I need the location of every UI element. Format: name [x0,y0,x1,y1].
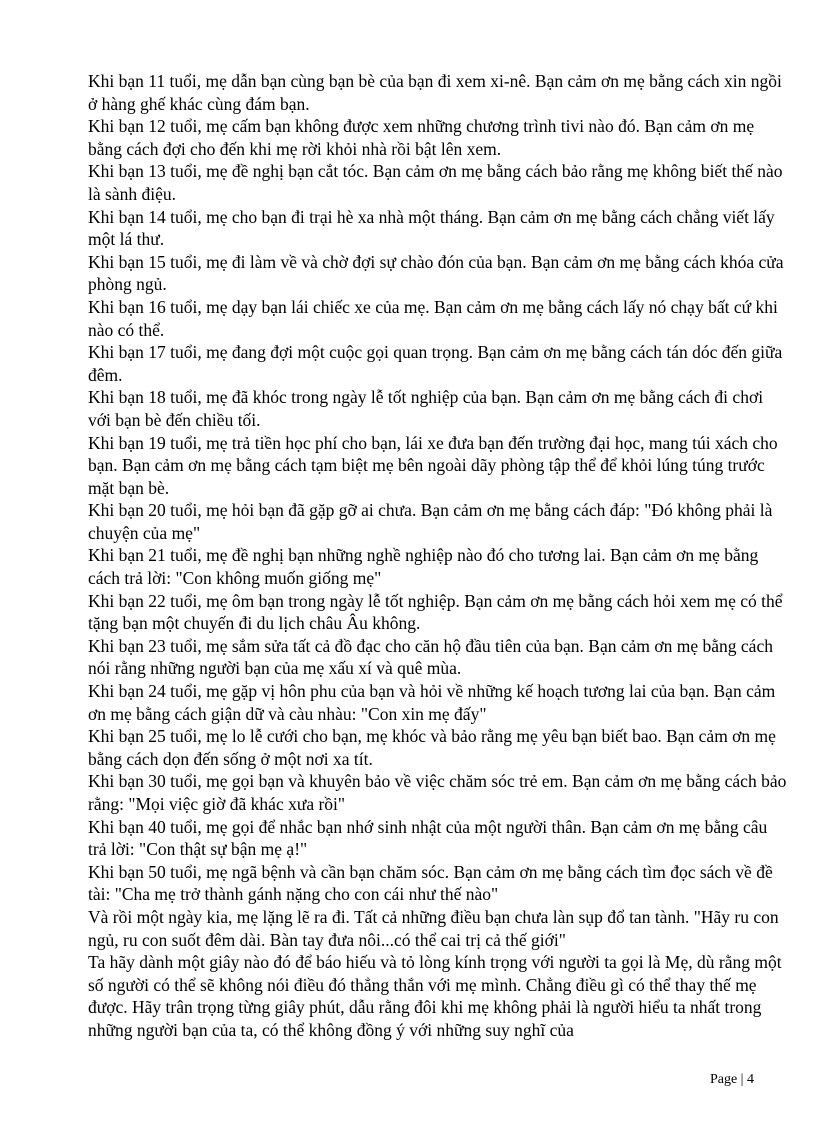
paragraph-age-25: Khi bạn 25 tuổi, mẹ lo lễ cưới cho bạn, mẹ khóc và bảo rằng mẹ yêu bạn biết bao. Bạn cảm ơn mẹ bằng cách dọn đến sống ở một nơi xa tít. [88,726,776,769]
paragraph-age-13: Khi bạn 13 tuổi, mẹ đề nghị bạn cắt tóc. Bạn cảm ơn mẹ bằng cách bảo rằng mẹ không biết thế nào là sành điệu. [88,161,783,204]
paragraph-age-21: Khi bạn 21 tuổi, mẹ đề nghị bạn những nghề nghiệp nào đó cho tương lai. Bạn cảm ơn mẹ bằng cách trả lời: "Con không muốn giống mẹ" [88,545,759,589]
paragraph-age-24: Khi bạn 24 tuổi, mẹ gặp vị hôn phu của bạn và hỏi về những kế hoạch tương lai của bạn. Bạn cảm ơn mẹ bằng cách giận dữ và càu nhàu: "Con xin mẹ đấy" [88,681,776,724]
paragraph-age-40: Khi bạn 40 tuổi, mẹ gọi để nhắc bạn nhớ sinh nhật của một người thân. Bạn cảm ơn mẹ bằng câu trả lời: "Con thật sự bận mẹ ạ!" [88,816,768,860]
body-text [88,70,788,1042]
paragraph-age-19: Khi bạn 19 tuổi, mẹ trả tiền học phí cho bạn, lái xe đưa bạn đến trường đại học, mang túi xách cho bạn. Bạn cảm ơn mẹ bằng cách tạm biệt mẹ bên ngoài dãy phòng tập thể để khỏi lúng túng trước mặt bạn bè. [88,432,778,498]
paragraph-passing: Và rồi một ngày kia, mẹ lặng lẽ ra đi. Tất cả những điều bạn chưa làn sụp đổ tan tành. "Hãy ru con ngủ, ru con suốt đêm dài. Bàn tay đưa nôi...có thể cai trị cả thế giới" [88,906,779,950]
paragraph-age-22: Khi bạn 22 tuổi, mẹ ôm bạn trong ngày lễ tốt nghiệp. Bạn cảm ơn mẹ bằng cách hỏi xem mẹ có thể tặng bạn một chuyến đi du lịch châu Âu không. [88,590,783,634]
paragraph-age-15: Khi bạn 15 tuổi, mẹ đi làm về và chờ đợi sự chào đón của bạn. Bạn cảm ơn mẹ bằng cách khóa cửa phòng ngủ. [88,251,784,295]
paragraph-age-30: Khi bạn 30 tuổi, mẹ gọi bạn và khuyên bảo về việc chăm sóc trẻ em. Bạn cảm ơn mẹ bằng cách bảo rằng: "Mọi việc giờ đã khác xưa rồi" [88,771,787,814]
paragraph-age-12: Khi bạn 12 tuổi, mẹ cấm bạn không được xem những chương trình tivi nào đó. Bạn cảm ơn mẹ bằng cách đợi cho đến khi mẹ rời khỏi nhà rồi bật lên xem. [88,116,755,159]
paragraph-age-11: Khi bạn 11 tuổi, mẹ dẫn bạn cùng bạn bè của bạn đi xem xi-nê. Bạn cảm ơn mẹ bằng cách xin ngồi ở hàng ghế khác cùng đám bạn. [88,71,782,114]
paragraph-closing: Ta hãy dành một giây nào đó để báo hiếu và tỏ lòng kính trọng với người ta gọi là Mẹ, dù rằng một số người có thể sẽ không nói điều đó thẳng thắn với mẹ mình. Chẳng điều gì có thể thay thế mẹ được. Hãy trân trọng từng giây phút, dẫu rằng đôi khi mẹ không phải là người hiểu ta nhất trong những người bạn của ta, có thể không đồng ý với những suy nghĩ của [88,952,782,1040]
paragraph-age-16: Khi bạn 16 tuổi, mẹ dạy bạn lái chiếc xe của mẹ. Bạn cảm ơn mẹ bằng cách lấy nó chạy bất cứ khi nào có thể. [88,296,778,340]
paragraph-age-50: Khi bạn 50 tuổi, mẹ ngã bệnh và cần bạn chăm sóc. Bạn cảm ơn mẹ bằng cách tìm đọc sách về đề tài: "Cha mẹ trở thành gánh nặng cho con cái như thế nào" [88,861,773,905]
paragraph-age-20: Khi bạn 20 tuổi, mẹ hỏi bạn đã gặp gỡ ai chưa. Bạn cảm ơn mẹ bằng cách đáp: "Đó không phải là chuyện của mẹ" [88,500,773,543]
paragraph-age-14: Khi bạn 14 tuổi, mẹ cho bạn đi trại hè xa nhà một tháng. Bạn cảm ơn mẹ bằng cách chẳng viết lấy một lá thư. [88,206,775,250]
paragraph-age-18: Khi bạn 18 tuổi, mẹ đã khóc trong ngày lễ tốt nghiệp của bạn. Bạn cảm ơn mẹ bằng cách đi chơi với bạn bè đến chiều tối. [88,387,764,430]
paragraph-age-23: Khi bạn 23 tuổi, mẹ sắm sửa tất cả đồ đạc cho căn hộ đầu tiên của bạn. Bạn cảm ơn mẹ bằng cách nói rằng những người bạn của mẹ xấu xí và quê mùa. [88,635,773,679]
paragraph-age-17: Khi bạn 17 tuổi, mẹ đang đợi một cuộc gọi quan trọng. Bạn cảm ơn mẹ bằng cách tán dóc đến giữa đêm. [88,342,783,385]
page-number: Page | 4 [709,1072,754,1087]
